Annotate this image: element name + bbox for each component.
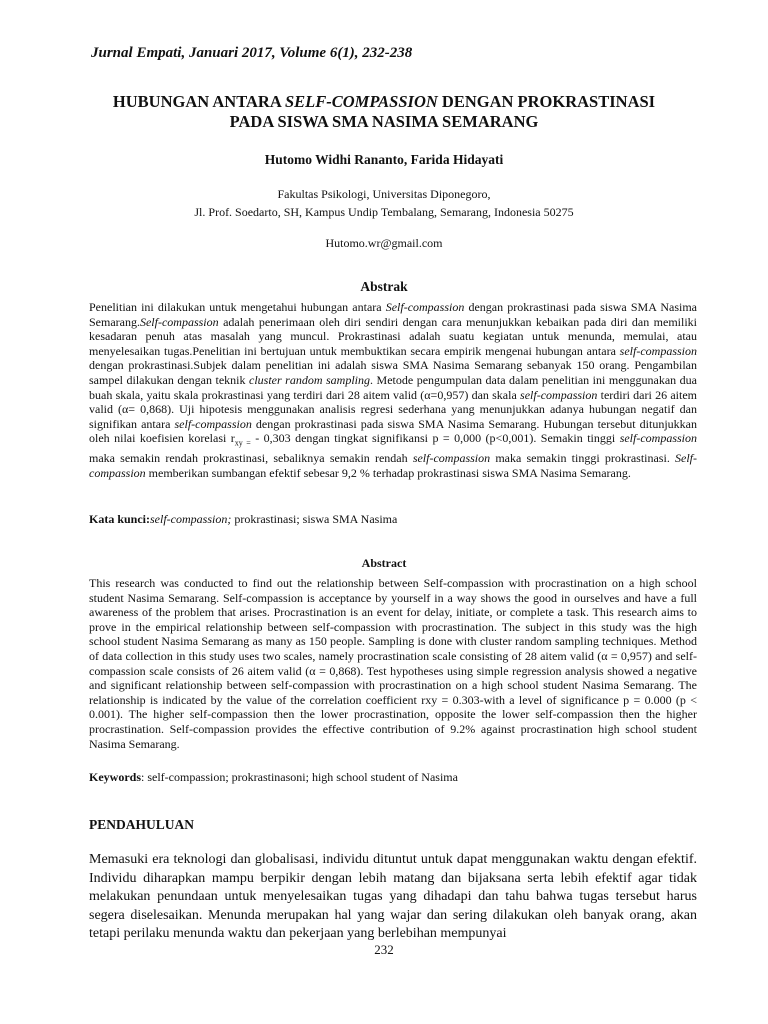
abstrak-text: maka semakin rendah prokrastinasi, sebaliknya semakin rendah	[89, 451, 413, 466]
affiliation	[60, 185, 708, 221]
abstrak-term: self-compassion	[520, 387, 598, 402]
abstrak-term: self-compassion	[619, 343, 697, 358]
keywords	[89, 770, 697, 785]
abstrak-text: . Metode pengumpulan data dalam penelitian ini menggunakan dua buah skala, yaitu skala prokrastinasi yang terdiri dari 28 aitem valid (α=0,957) dan skala	[89, 372, 698, 402]
abstrak-text: - 0,303 dengan tingkat signifikansi p = 0,000 (p<0,001). Semakin tinggi	[250, 431, 620, 446]
abstrak-text: dengan prokrastinasi pada siswa SMA Nasima Semarang. Hubungan tersebut ditunjukkan oleh nilai koefisien korelasi r	[89, 416, 698, 446]
abstract-heading: Abstract	[361, 556, 407, 570]
kata-kunci-rest: prokrastinasi; siswa SMA Nasima	[231, 512, 398, 526]
affiliation-line1: Fakultas Psikologi, Universitas Diponegoro,	[277, 187, 491, 201]
section-heading-pendahuluan: PENDAHULUAN	[89, 817, 195, 832]
title-line2: PADA SISWA SMA NASIMA SEMARANG	[229, 112, 539, 131]
abstrak-text: dengan prokrastinasi pada siswa SMA Nasima Semarang.	[89, 300, 697, 329]
abstrak-paragraph	[89, 300, 697, 481]
abstrak-term: self-compassion	[412, 451, 491, 466]
paper-title	[60, 92, 708, 132]
title-italic: SELF-COMPASSION	[284, 92, 438, 111]
abstrak-term: self-compassion	[174, 416, 252, 431]
abstrak-term: Self-compassion	[385, 300, 465, 314]
keywords-label: Keywords	[89, 770, 141, 784]
abstrak-term: self-compassion	[619, 431, 698, 446]
abstrak-term: Self-compassion	[89, 451, 697, 480]
kata-kunci	[89, 512, 697, 527]
abstrak-term: cluster random sampling	[249, 372, 371, 387]
pendahuluan-paragraph: Memasuki era teknologi dan globalisasi, individu dituntut untuk dapat menggunakan waktu dengan efektif. Individu diharapkan mampu berpikir dengan lebih matang dan bijaksana serta lebih efektif agar tidak melakukan penundaan untuk menyelesaikan tugas yang dihadapi dan tahu bahwa tugas tersebut harus segera diselesaikan. Menunda merupakan hal yang wajar dan sering dilakukan oleh banyak orang, akan tetapi perilaku menunda waktu dan pekerjaan yang berlebihan mempunyai	[89, 852, 697, 942]
abstrak-text: Penelitian ini dilakukan untuk mengetahui hubungan antara	[89, 300, 386, 314]
page-number: 232	[374, 942, 394, 957]
kata-kunci-label: Kata kunci:	[89, 512, 151, 526]
abstrak-text: dengan prokrastinasi.Subjek dalam penelitian ini adalah siswa SMA Nasima Semarang sebanyak 150 orang. Pengambilan sampel dilakukan dengan teknik	[89, 358, 697, 387]
abstrak-text: adalah penerimaan oleh diri sendiri dengan cara menunjukkan kebaikan pada diri dan memiliki kesadaran penuh atas masalah yang muncul. Prokrastinasi adalah suatu kegiatan untuk menunda, memulai, atau menyelesaikan tugas.Penelitian ini bertujuan untuk membuktikan secara empirik mengenai hubungan antara	[89, 314, 697, 358]
kata-kunci-italic: self-compassion;	[150, 512, 232, 526]
abstrak-heading: Abstrak	[360, 279, 408, 294]
abstrak-text: memberikan sumbangan efektif sebesar 9,2 % terhadap prokrastinasi siswa SMA Nasima Semarang.	[145, 465, 631, 480]
author-email: Hutomo.wr@gmail.com	[325, 236, 443, 250]
title-part3: DENGAN PROKRASTINASI	[437, 92, 656, 111]
affiliation-line2: Jl. Prof. Soedarto, SH, Kampus Undip Tembalang, Semarang, Indonesia 50275	[194, 205, 574, 219]
correlation-subscript: xy =	[234, 438, 251, 448]
keywords-text: : self-compassion; prokrastinasoni; high school student of Nasima	[141, 770, 458, 784]
abstrak-text: maka semakin tinggi prokrastinasi.	[490, 451, 675, 466]
abstrak-term: Self-compassion	[139, 314, 219, 329]
journal-header: Jurnal Empati, Januari 2017, Volume 6(1), 232-238	[91, 45, 413, 61]
abstract-paragraph: This research was conducted to find out the relationship between Self-compassion with procrastination on a high school student Nasima Semarang. Self-compassion is acceptance by yourself in a way shows the good in ourselves and have a full awareness of the problem that arises. Procrastination is an event for delay, initiate, or complete a task. This research aims to prove in the empirical relationship between self-compassion with procrastination. The subject in this study was the high school student Nasima Semarang as many as 150 people. Sampling is done with cluster random sampling techniques. Method of data collection in this study uses two scales, namely procrastination scale consisting of 28 aitem valid (α = 0,957) and self-compassion scale consists of 26 aitem valid (α = 0,868). Test hypotheses using simple regression analysis showed a negative and significant relationship between self-compassion with procrastination on a high school student Nasima Semarang. The relationship is indicated by the value of the correlation coefficient rxy = 0.303-with a level of significance p = 0.000 (p < 0.001). The higher self-compassion then the lower procrastination, opposite the lower self-compassion then the higher procrastination. Self-compassion provides the effective contribution of 9.2% against procrastination high school student Nasima Semarang.	[89, 576, 697, 751]
abstrak-text: terdiri dari 26 aitem valid (α= 0,868). Uji hipotesis menggunakan analisis regresi sederhana yang menunjukkan adanya hubungan negatif dan signifikan antara	[89, 387, 697, 431]
title-part1: HUBUNGAN ANTARA	[112, 92, 285, 111]
author-list: Hutomo Widhi Rananto, Farida Hidayati	[264, 152, 504, 167]
